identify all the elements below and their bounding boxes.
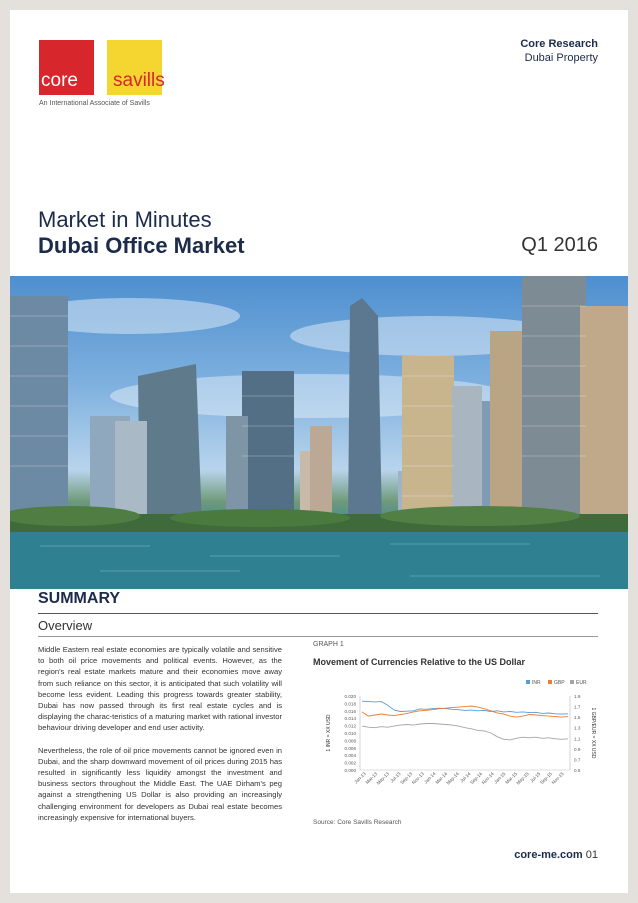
y-left-tick-label: 0.016 bbox=[344, 708, 356, 714]
legend-label-inr: INR bbox=[532, 680, 541, 686]
x-tick-label: Mar-15 bbox=[504, 771, 519, 786]
x-tick-label: Sep-13 bbox=[399, 771, 414, 786]
series-line-gbp bbox=[362, 706, 568, 717]
research-subtitle: Dubai Property bbox=[524, 52, 598, 64]
footer-website[interactable]: core-me.com bbox=[514, 849, 583, 861]
currency-line-chart bbox=[310, 672, 600, 818]
page-footer bbox=[514, 849, 598, 861]
report-quarter: Q1 2016 bbox=[521, 234, 598, 256]
x-tick-label: Nov-14 bbox=[480, 771, 495, 786]
x-tick-label: May-14 bbox=[445, 771, 460, 786]
y-right-tick-label: 0.9 bbox=[574, 746, 581, 752]
x-tick-label: Jul-14 bbox=[459, 771, 472, 784]
footer-page-number: 01 bbox=[585, 849, 598, 861]
x-tick-label: Jul-13 bbox=[389, 771, 402, 784]
y-right-tick-label: 1.5 bbox=[574, 715, 581, 721]
page bbox=[10, 10, 628, 893]
y-left-tick-label: 0.014 bbox=[344, 716, 356, 722]
legend-swatch-inr bbox=[526, 680, 530, 684]
research-title: Core Research bbox=[520, 38, 598, 50]
y-right-tick-label: 1.9 bbox=[574, 694, 581, 699]
y-left-tick-label: 0.008 bbox=[344, 738, 356, 744]
legend-label-eur: EUR bbox=[576, 680, 587, 686]
hero-skyline-image bbox=[10, 276, 628, 589]
x-tick-label: May-13 bbox=[375, 771, 391, 786]
graph-source: Source: Core Savills Research bbox=[313, 819, 402, 826]
y-right-tick-label: 1.3 bbox=[574, 725, 581, 731]
report-title-line1: Market in Minutes bbox=[38, 207, 212, 232]
summary-divider bbox=[38, 613, 598, 614]
savills-logo-text: savills bbox=[113, 70, 165, 91]
x-tick-label: Jan-13 bbox=[353, 771, 367, 785]
core-logo-box bbox=[39, 40, 94, 95]
y-right-tick-label: 0.7 bbox=[574, 757, 581, 763]
y-right-tick-label: 1.1 bbox=[574, 736, 581, 742]
y-left-tick-label: 0.010 bbox=[344, 731, 356, 736]
graph-label: GRAPH 1 bbox=[313, 641, 344, 648]
y-right-axis-label: 1 GBP/EUR = XX USD bbox=[590, 707, 596, 759]
x-tick-label: Jan-15 bbox=[493, 771, 507, 785]
x-tick-label: Nov-15 bbox=[550, 771, 565, 786]
x-tick-label: Mar-14 bbox=[434, 771, 449, 786]
research-header bbox=[520, 38, 598, 64]
x-tick-label: Mar-13 bbox=[364, 771, 379, 786]
y-left-tick-label: 0.018 bbox=[344, 701, 356, 707]
legend-label-gbp: GBP bbox=[554, 680, 565, 686]
y-left-tick-label: 0.004 bbox=[344, 753, 356, 759]
overview-paragraph-2: Nevertheless, the role of oil price movements cannot be ignored even in Dubai, and the sharp downward movement of oil prices during 2015 has resulted in significantly less liquidity amongst the investment and business sectors throughout the Middle East. The UAE Dirham's peg against a strengthening US Dollar is also providing an increasingly challenging environment for developers as Dubai real estate becomes increasingly expensive for international buyers. bbox=[38, 745, 282, 822]
legend-swatch-gbp bbox=[548, 680, 552, 684]
summary-heading: SUMMARY bbox=[38, 590, 121, 607]
x-tick-label: Sep-15 bbox=[539, 771, 554, 786]
series-line-eur bbox=[362, 724, 568, 740]
series-line-inr bbox=[362, 701, 568, 714]
y-left-tick-label: 0.000 bbox=[344, 768, 356, 773]
y-left-tick-label: 0.020 bbox=[344, 694, 356, 699]
overview-heading: Overview bbox=[38, 618, 93, 633]
overview-paragraph-1: Middle Eastern real estate economies are typically volatile and sensitive to both oil price movements and political events. However, as the region's real estate markets mature and their economies move away from such reliance on this sector, it is anticipated that such volatility will become less evident. Leading this progress towards greater stability, Dubai has now passed through its first real estate cycles and is displaying the charac-teristics of a maturing market with rational investor behaviour driving developer and end user activity. bbox=[38, 645, 282, 733]
y-right-tick-label: 0.5 bbox=[574, 768, 581, 773]
x-tick-label: May-15 bbox=[515, 771, 530, 786]
x-tick-label: Sep-14 bbox=[469, 771, 484, 786]
y-left-tick-label: 0.012 bbox=[344, 723, 356, 729]
x-tick-label: Jan-14 bbox=[423, 771, 437, 785]
core-logo-text: core bbox=[41, 70, 78, 91]
skyline-illustration bbox=[10, 276, 628, 589]
x-tick-label: Jul-15 bbox=[529, 771, 542, 784]
graph-title: Movement of Currencies Relative to the US Dollar bbox=[313, 657, 526, 667]
y-left-tick-label: 0.006 bbox=[344, 745, 356, 751]
savills-logo-box bbox=[107, 40, 165, 95]
logo-tagline: An International Associate of Savills bbox=[39, 100, 150, 107]
overview-divider bbox=[38, 636, 598, 637]
report-title-line2: Dubai Office Market bbox=[38, 233, 245, 258]
legend-swatch-eur bbox=[570, 680, 574, 684]
x-tick-label: Nov-13 bbox=[410, 771, 425, 786]
y-left-axis-label: 1 INR = XX USD bbox=[326, 714, 332, 752]
overview-body bbox=[38, 644, 282, 823]
y-right-tick-label: 1.7 bbox=[574, 704, 581, 710]
y-left-tick-label: 0.002 bbox=[344, 760, 356, 766]
